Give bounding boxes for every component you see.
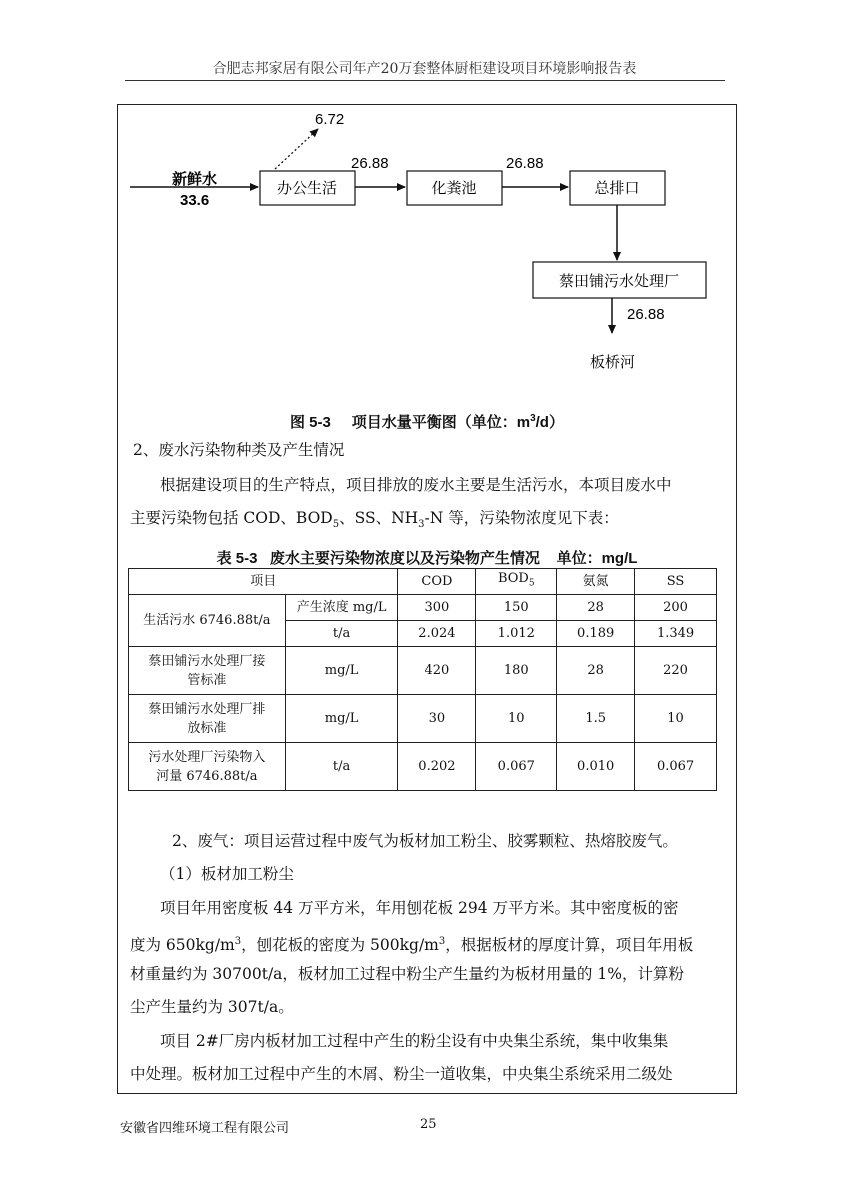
para2-sup-1: 3 bbox=[234, 936, 242, 947]
row2-unit: mg/L bbox=[285, 647, 398, 695]
gas-heading: 2、废气：项目运营过程中废气为板材加工粉尘、胶雾颗粒、热熔胶废气。 bbox=[172, 832, 678, 850]
caption-text: 项目水量平衡图（单位：m bbox=[351, 414, 531, 431]
water-balance-diagram bbox=[118, 105, 736, 405]
row2-cod: 420 bbox=[398, 647, 476, 695]
para1-sub-5: 5 bbox=[332, 519, 340, 531]
evaporation-arrow bbox=[275, 129, 318, 169]
th-bod: $BOD_5$ bbox=[476, 569, 557, 595]
row3-bod: 10 bbox=[476, 695, 557, 743]
row1a-unit: 产生浓度 mg/L bbox=[285, 595, 398, 621]
para1-line2-b: 、SS、NH bbox=[339, 509, 419, 527]
caption-prefix: 图 5-3 bbox=[290, 414, 331, 431]
para1-line2-a: 主要污染物包括 COD、BOD bbox=[130, 509, 333, 527]
river-label: 板桥河 bbox=[590, 353, 636, 371]
th-nh: 氨氮 bbox=[557, 569, 635, 595]
table-row bbox=[129, 595, 717, 621]
row2-bod: 180 bbox=[476, 647, 557, 695]
footer-company: 安徽省四维环境工程有限公司 bbox=[120, 1121, 290, 1136]
para1-line1: 根据建设项目的生产特点，项目排放的废水主要是生活污水，本项目废水中 bbox=[160, 476, 672, 494]
fresh-water-value: 33.6 bbox=[180, 192, 210, 209]
row1b-cod: 2.024 bbox=[398, 621, 476, 647]
row1b-bod: 1.012 bbox=[476, 621, 557, 647]
row3-ss: 10 bbox=[635, 695, 717, 743]
row1a-cod: 300 bbox=[398, 595, 476, 621]
para2-line3: 材重量约为 30700t/a，板材加工过程中粉尘产生量约为板材用量的 1%，计算粉 bbox=[130, 965, 684, 983]
row3-label: 蔡田铺污水处理厂排 放标准 bbox=[129, 695, 286, 743]
row4-label: 污水处理厂污染物入 河量 6746.88t/a bbox=[129, 743, 286, 791]
row4-nh: 0.010 bbox=[557, 743, 635, 791]
para1-sub-3: 3 bbox=[418, 519, 425, 531]
page-header: 合肥志邦家居有限公司年产20万套整体厨柜建设项目环境影响报告表 bbox=[212, 61, 637, 77]
page-number: 25 bbox=[420, 1117, 437, 1132]
table-row bbox=[129, 695, 717, 743]
fresh-water-label: 新鲜水 bbox=[172, 171, 218, 188]
para2-line2-a: 度为 650kg/m bbox=[130, 936, 235, 955]
para3-line1: 项目 2#厂房内板材加工过程中产生的粉尘设有中央集尘系统，集中收集集 bbox=[160, 1032, 669, 1050]
caption-sup: 3 bbox=[530, 413, 536, 424]
evaporation-value: 6.72 bbox=[315, 111, 345, 128]
flow-value-1: 26.88 bbox=[351, 155, 389, 172]
pollutant-table bbox=[128, 568, 717, 791]
row1b-ss: 1.349 bbox=[635, 621, 717, 647]
row1a-nh: 28 bbox=[557, 595, 635, 621]
table-row bbox=[129, 743, 717, 791]
plant-box-label: 蔡田铺污水处理厂 bbox=[558, 272, 680, 290]
row2-nh: 28 bbox=[557, 647, 635, 695]
row4-unit: t/a bbox=[285, 743, 398, 791]
figure-caption bbox=[118, 411, 736, 432]
para2-line4: 尘产生量约为 307t/a。 bbox=[130, 998, 294, 1016]
row1a-bod: 150 bbox=[476, 595, 557, 621]
para2-line2-b: ，刨花板的密度为 500kg/m bbox=[241, 936, 439, 955]
section-heading-wastewater: 2、废水污染物种类及产生情况 bbox=[133, 441, 345, 459]
para2-line1: 项目年用密度板 44 万平方米，年用刨花板 294 万平方米。其中密度板的密 bbox=[160, 899, 679, 917]
table-title: 表 5-3 废水主要污染物浓度以及污染物产生情况 单位：mg/L bbox=[216, 550, 638, 567]
row3-unit: mg/L bbox=[285, 695, 398, 743]
th-cod: COD bbox=[398, 569, 476, 595]
para3-line2: 中处理。板材加工过程中产生的木屑、粉尘一道收集，中央集尘系统采用二级处 bbox=[130, 1065, 673, 1083]
table-header-row bbox=[129, 569, 717, 595]
row4-ss: 0.067 bbox=[635, 743, 717, 791]
row1b-unit: t/a bbox=[285, 621, 398, 647]
row4-cod: 0.202 bbox=[398, 743, 476, 791]
row2-ss: 220 bbox=[635, 647, 717, 695]
para1-line2-c: -N 等，污染物浓度见下表： bbox=[424, 509, 619, 527]
para2-line2 bbox=[130, 925, 693, 962]
para2-line2-c: ，根据板材的厚度计算，项目年用板 bbox=[445, 936, 694, 955]
th-item: 项目 bbox=[129, 569, 398, 595]
row4-bod: 0.067 bbox=[476, 743, 557, 791]
row1a-ss: 200 bbox=[635, 595, 717, 621]
row3-nh: 1.5 bbox=[557, 695, 635, 743]
para2-sup-2: 3 bbox=[438, 936, 446, 947]
outlet-box-label: 总排口 bbox=[594, 179, 640, 197]
table-row bbox=[129, 647, 717, 695]
para1-line2 bbox=[130, 502, 619, 541]
row2-label: 蔡田铺污水处理厂接 管标准 bbox=[129, 647, 286, 695]
th-ss: SS bbox=[635, 569, 717, 595]
row1-label: 生活污水 6746.88t/a bbox=[129, 595, 286, 647]
header-rule bbox=[125, 80, 725, 81]
office-box-label: 办公生活 bbox=[276, 179, 338, 197]
row1b-nh: 0.189 bbox=[557, 621, 635, 647]
caption-suffix: /d） bbox=[535, 414, 564, 431]
flow-value-2: 26.88 bbox=[506, 155, 544, 172]
septic-box-label: 化粪池 bbox=[431, 179, 477, 197]
row3-cod: 30 bbox=[398, 695, 476, 743]
flow-value-3: 26.88 bbox=[627, 306, 665, 323]
gas-subheading: （1）板材加工粉尘 bbox=[160, 865, 294, 883]
